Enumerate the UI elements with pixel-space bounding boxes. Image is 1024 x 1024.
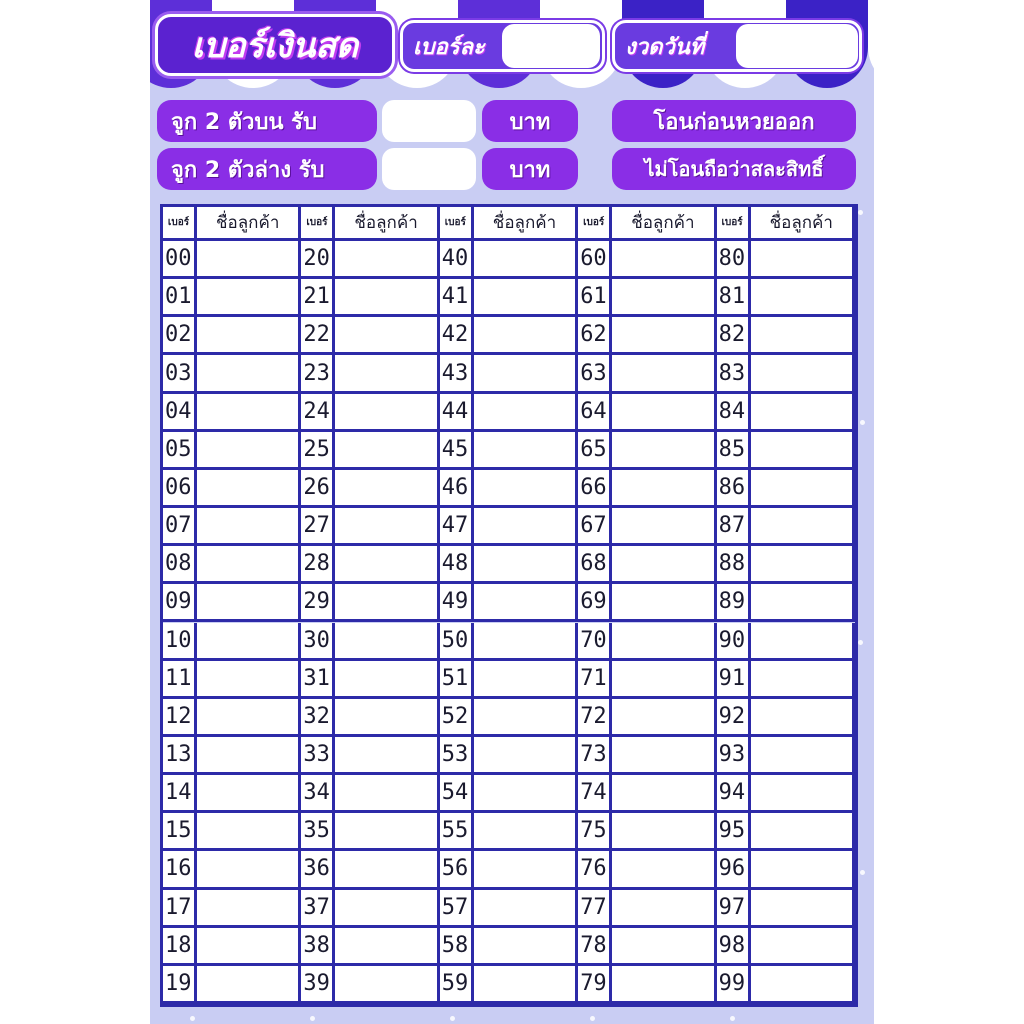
customer-name-field[interactable] <box>335 432 439 470</box>
customer-name-field[interactable] <box>197 928 301 966</box>
customer-name-field[interactable] <box>612 279 716 317</box>
customer-name-field[interactable] <box>197 546 301 584</box>
customer-name-field[interactable] <box>335 661 439 699</box>
lottery-number-cell: 50 <box>440 623 474 661</box>
customer-name-field[interactable] <box>612 851 716 889</box>
lottery-number-cell: 17 <box>163 890 197 928</box>
bottom-two-unit-pill <box>482 148 578 190</box>
lottery-number-cell: 26 <box>301 470 335 508</box>
lottery-number-cell: 77 <box>578 890 612 928</box>
title-banner <box>155 14 395 76</box>
lottery-number-cell: 97 <box>717 890 751 928</box>
customer-name-field[interactable] <box>751 928 855 966</box>
transfer-note-pill <box>612 100 856 142</box>
lottery-number-cell: 57 <box>440 890 474 928</box>
lottery-number-cell: 95 <box>717 813 751 851</box>
lottery-number-cell: 62 <box>578 317 612 355</box>
customer-name-field[interactable] <box>197 661 301 699</box>
customer-name-field[interactable] <box>474 355 578 393</box>
number-column-header: เบอร์ <box>578 207 612 241</box>
customer-name-field[interactable] <box>751 623 855 661</box>
lottery-number-cell: 09 <box>163 584 197 622</box>
customer-name-field[interactable] <box>335 775 439 813</box>
customer-name-field[interactable] <box>474 661 578 699</box>
lottery-number-cell: 30 <box>301 623 335 661</box>
customer-name-field[interactable] <box>335 966 439 1004</box>
bottom-two-label: จูก 2 ตัวล่าง รับ <box>171 157 325 183</box>
lottery-number-cell: 20 <box>301 241 335 279</box>
customer-name-field[interactable] <box>474 584 578 622</box>
customer-name-field[interactable] <box>612 394 716 432</box>
lottery-number-cell: 86 <box>717 470 751 508</box>
customer-name-field[interactable] <box>197 813 301 851</box>
lottery-number-cell: 47 <box>440 508 474 546</box>
transfer-note: โอนก่อนหวยออก <box>653 109 815 135</box>
lottery-number-cell: 15 <box>163 813 197 851</box>
lottery-number-cell: 22 <box>301 317 335 355</box>
customer-name-field[interactable] <box>612 241 716 279</box>
top-two-label-pill <box>157 100 377 142</box>
customer-name-field[interactable] <box>197 890 301 928</box>
customer-name-field[interactable] <box>612 508 716 546</box>
lottery-number-cell: 83 <box>717 355 751 393</box>
lottery-number-cell: 08 <box>163 546 197 584</box>
lottery-number-cell: 66 <box>578 470 612 508</box>
customer-name-field[interactable] <box>751 279 855 317</box>
lottery-number-cell: 49 <box>440 584 474 622</box>
number-column-header: เบอร์ <box>301 207 335 241</box>
customer-name-field[interactable] <box>751 432 855 470</box>
customer-name-field[interactable] <box>197 394 301 432</box>
customer-name-field[interactable] <box>335 890 439 928</box>
customer-name-field[interactable] <box>474 317 578 355</box>
lottery-number-cell: 51 <box>440 661 474 699</box>
lottery-number-cell: 33 <box>301 737 335 775</box>
lottery-number-cell: 75 <box>578 813 612 851</box>
lottery-number-cell: 28 <box>301 546 335 584</box>
customer-name-field[interactable] <box>751 355 855 393</box>
lottery-number-cell: 34 <box>301 775 335 813</box>
customer-name-field[interactable] <box>751 470 855 508</box>
customer-name-field[interactable] <box>197 241 301 279</box>
customer-name-field[interactable] <box>612 584 716 622</box>
customer-name-field[interactable] <box>335 584 439 622</box>
top-two-unit-pill <box>482 100 578 142</box>
lottery-number-cell: 84 <box>717 394 751 432</box>
forfeit-note-pill <box>612 148 856 190</box>
lottery-number-cell: 41 <box>440 279 474 317</box>
customer-name-field[interactable] <box>197 432 301 470</box>
customer-name-field[interactable] <box>474 546 578 584</box>
customer-name-field[interactable] <box>612 775 716 813</box>
customer-name-field[interactable] <box>612 737 716 775</box>
customer-name-field[interactable] <box>751 813 855 851</box>
lottery-number-cell: 37 <box>301 890 335 928</box>
lottery-number-cell: 13 <box>163 737 197 775</box>
customer-name-field[interactable] <box>197 623 301 661</box>
customer-name-column-header: ชื่อลูกค้า <box>474 207 578 241</box>
customer-name-field[interactable] <box>612 623 716 661</box>
customer-name-field[interactable] <box>612 355 716 393</box>
customer-name-field[interactable] <box>751 775 855 813</box>
customer-name-field[interactable] <box>474 928 578 966</box>
customer-name-field[interactable] <box>474 432 578 470</box>
customer-name-field[interactable] <box>197 584 301 622</box>
per-number-label: เบอร์ละ <box>413 34 485 60</box>
customer-name-field[interactable] <box>612 890 716 928</box>
lottery-number-cell: 40 <box>440 241 474 279</box>
lottery-number-cell: 29 <box>301 584 335 622</box>
customer-name-field[interactable] <box>197 851 301 889</box>
lottery-number-cell: 94 <box>717 775 751 813</box>
lottery-number-cell: 72 <box>578 699 612 737</box>
customer-name-field[interactable] <box>474 470 578 508</box>
customer-name-field[interactable] <box>474 699 578 737</box>
lottery-number-cell: 03 <box>163 355 197 393</box>
lottery-number-cell: 78 <box>578 928 612 966</box>
number-column-header: เบอร์ <box>440 207 474 241</box>
lottery-number-cell: 65 <box>578 432 612 470</box>
lottery-number-cell: 32 <box>301 699 335 737</box>
lottery-number-cell: 36 <box>301 851 335 889</box>
lottery-number-cell: 85 <box>717 432 751 470</box>
lottery-number-cell: 45 <box>440 432 474 470</box>
customer-name-column-header: ชื่อลูกค้า <box>612 207 716 241</box>
decor-dot <box>860 420 865 425</box>
bottom-two-label-pill <box>157 148 377 190</box>
customer-name-field[interactable] <box>474 508 578 546</box>
customer-name-field[interactable] <box>197 355 301 393</box>
customer-name-field[interactable] <box>335 355 439 393</box>
lottery-number-cell: 42 <box>440 317 474 355</box>
customer-name-column-header: ชื่อลูกค้า <box>751 207 855 241</box>
customer-name-field[interactable] <box>612 928 716 966</box>
lottery-number-cell: 48 <box>440 546 474 584</box>
lottery-number-cell: 27 <box>301 508 335 546</box>
bottom-two-unit: บาท <box>509 157 551 183</box>
customer-name-field[interactable] <box>474 966 578 1004</box>
lottery-number-cell: 21 <box>301 279 335 317</box>
customer-name-field[interactable] <box>612 470 716 508</box>
customer-name-field[interactable] <box>751 584 855 622</box>
customer-name-field[interactable] <box>197 775 301 813</box>
page-title: เบอร์เงินสด <box>191 26 359 66</box>
lottery-number-cell: 23 <box>301 355 335 393</box>
number-column-header: เบอร์ <box>717 207 751 241</box>
decor-dot <box>590 1016 595 1021</box>
customer-name-field[interactable] <box>335 928 439 966</box>
draw-date-input[interactable] <box>736 24 858 68</box>
lottery-number-cell: 92 <box>717 699 751 737</box>
lottery-number-cell: 69 <box>578 584 612 622</box>
lottery-number-cell: 31 <box>301 661 335 699</box>
lottery-number-cell: 70 <box>578 623 612 661</box>
lottery-number-cell: 46 <box>440 470 474 508</box>
customer-name-field[interactable] <box>197 470 301 508</box>
draw-date-label: งวดวันที่ <box>625 34 705 60</box>
customer-name-field[interactable] <box>197 317 301 355</box>
lottery-number-cell: 10 <box>163 623 197 661</box>
decor-dot <box>310 1016 315 1021</box>
decor-dot <box>190 1016 195 1021</box>
customer-name-field[interactable] <box>751 508 855 546</box>
lottery-number-cell: 16 <box>163 851 197 889</box>
lottery-number-cell: 12 <box>163 699 197 737</box>
forfeit-note: ไม่โอนถือว่าสละสิทธิ์ <box>644 157 824 181</box>
lottery-number-cell: 06 <box>163 470 197 508</box>
customer-name-field[interactable] <box>751 394 855 432</box>
lottery-number-cell: 24 <box>301 394 335 432</box>
lottery-number-cell: 39 <box>301 966 335 1004</box>
lottery-number-cell: 55 <box>440 813 474 851</box>
customer-name-field[interactable] <box>335 470 439 508</box>
top-two-label: จูก 2 ตัวบน รับ <box>171 109 317 135</box>
number-table <box>160 204 858 1007</box>
lottery-number-cell: 59 <box>440 966 474 1004</box>
lottery-number-cell: 99 <box>717 966 751 1004</box>
customer-name-field[interactable] <box>197 508 301 546</box>
lottery-number-cell: 74 <box>578 775 612 813</box>
bottom-two-amount-input[interactable] <box>382 148 476 190</box>
lottery-number-cell: 07 <box>163 508 197 546</box>
customer-name-field[interactable] <box>751 241 855 279</box>
customer-name-field[interactable] <box>335 813 439 851</box>
customer-name-field[interactable] <box>612 317 716 355</box>
lottery-number-cell: 60 <box>578 241 612 279</box>
lottery-number-cell: 54 <box>440 775 474 813</box>
lottery-number-cell: 35 <box>301 813 335 851</box>
lottery-number-cell: 73 <box>578 737 612 775</box>
number-column-header: เบอร์ <box>163 207 197 241</box>
lottery-number-cell: 63 <box>578 355 612 393</box>
lottery-number-cell: 87 <box>717 508 751 546</box>
lottery-number-cell: 14 <box>163 775 197 813</box>
lottery-number-cell: 90 <box>717 623 751 661</box>
lottery-number-cell: 25 <box>301 432 335 470</box>
customer-name-column-header: ชื่อลูกค้า <box>335 207 439 241</box>
lottery-number-cell: 02 <box>163 317 197 355</box>
lottery-number-cell: 19 <box>163 966 197 1004</box>
decor-dot <box>858 640 863 645</box>
customer-name-field[interactable] <box>751 699 855 737</box>
lottery-number-cell: 52 <box>440 699 474 737</box>
lottery-number-cell: 61 <box>578 279 612 317</box>
customer-name-field[interactable] <box>197 966 301 1004</box>
lottery-number-cell: 98 <box>717 928 751 966</box>
lottery-number-cell: 76 <box>578 851 612 889</box>
customer-name-field[interactable] <box>612 432 716 470</box>
customer-name-field[interactable] <box>751 966 855 1004</box>
customer-name-field[interactable] <box>335 737 439 775</box>
lottery-number-cell: 88 <box>717 546 751 584</box>
top-two-unit: บาท <box>509 109 551 135</box>
lottery-number-cell: 93 <box>717 737 751 775</box>
customer-name-field[interactable] <box>335 699 439 737</box>
customer-name-field[interactable] <box>474 737 578 775</box>
customer-name-field[interactable] <box>335 851 439 889</box>
decor-dot <box>858 210 863 215</box>
customer-name-field[interactable] <box>751 546 855 584</box>
lottery-number-cell: 64 <box>578 394 612 432</box>
lottery-number-cell: 43 <box>440 355 474 393</box>
customer-name-field[interactable] <box>751 737 855 775</box>
awning-scallop <box>868 0 874 88</box>
customer-name-field[interactable] <box>474 394 578 432</box>
lottery-number-cell: 18 <box>163 928 197 966</box>
lottery-number-cell: 01 <box>163 279 197 317</box>
lottery-number-cell: 00 <box>163 241 197 279</box>
customer-name-field[interactable] <box>612 546 716 584</box>
customer-name-field[interactable] <box>751 890 855 928</box>
lottery-number-cell: 04 <box>163 394 197 432</box>
customer-name-field[interactable] <box>751 661 855 699</box>
decor-dot <box>730 1016 735 1021</box>
lottery-number-cell: 67 <box>578 508 612 546</box>
customer-name-field[interactable] <box>474 279 578 317</box>
customer-name-field[interactable] <box>335 241 439 279</box>
customer-name-field[interactable] <box>197 737 301 775</box>
lottery-number-cell: 68 <box>578 546 612 584</box>
lottery-number-cell: 96 <box>717 851 751 889</box>
customer-name-field[interactable] <box>612 699 716 737</box>
decor-dot <box>860 870 865 875</box>
lottery-number-cell: 44 <box>440 394 474 432</box>
customer-name-field[interactable] <box>335 279 439 317</box>
customer-name-field[interactable] <box>474 813 578 851</box>
customer-name-field[interactable] <box>474 623 578 661</box>
customer-name-field[interactable] <box>612 813 716 851</box>
customer-name-field[interactable] <box>335 317 439 355</box>
customer-name-field[interactable] <box>474 241 578 279</box>
customer-name-field[interactable] <box>474 851 578 889</box>
customer-name-field[interactable] <box>335 508 439 546</box>
per-number-input[interactable] <box>502 24 600 68</box>
decor-dot <box>450 1016 455 1021</box>
lottery-number-cell: 82 <box>717 317 751 355</box>
customer-name-field[interactable] <box>197 279 301 317</box>
customer-name-field[interactable] <box>335 394 439 432</box>
lottery-number-cell: 71 <box>578 661 612 699</box>
lottery-number-cell: 05 <box>163 432 197 470</box>
lottery-number-cell: 91 <box>717 661 751 699</box>
customer-name-field[interactable] <box>612 661 716 699</box>
customer-name-column-header: ชื่อลูกค้า <box>197 207 301 241</box>
lottery-number-cell: 11 <box>163 661 197 699</box>
customer-name-field[interactable] <box>197 699 301 737</box>
top-two-amount-input[interactable] <box>382 100 476 142</box>
lottery-number-cell: 56 <box>440 851 474 889</box>
lottery-number-cell: 79 <box>578 966 612 1004</box>
customer-name-field[interactable] <box>335 546 439 584</box>
customer-name-field[interactable] <box>335 623 439 661</box>
lottery-number-cell: 81 <box>717 279 751 317</box>
customer-name-field[interactable] <box>751 851 855 889</box>
lottery-number-cell: 89 <box>717 584 751 622</box>
customer-name-field[interactable] <box>474 775 578 813</box>
lottery-number-cell: 38 <box>301 928 335 966</box>
customer-name-field[interactable] <box>751 317 855 355</box>
customer-name-field[interactable] <box>474 890 578 928</box>
lottery-number-cell: 58 <box>440 928 474 966</box>
lottery-number-cell: 80 <box>717 241 751 279</box>
customer-name-field[interactable] <box>612 966 716 1004</box>
lottery-number-cell: 53 <box>440 737 474 775</box>
